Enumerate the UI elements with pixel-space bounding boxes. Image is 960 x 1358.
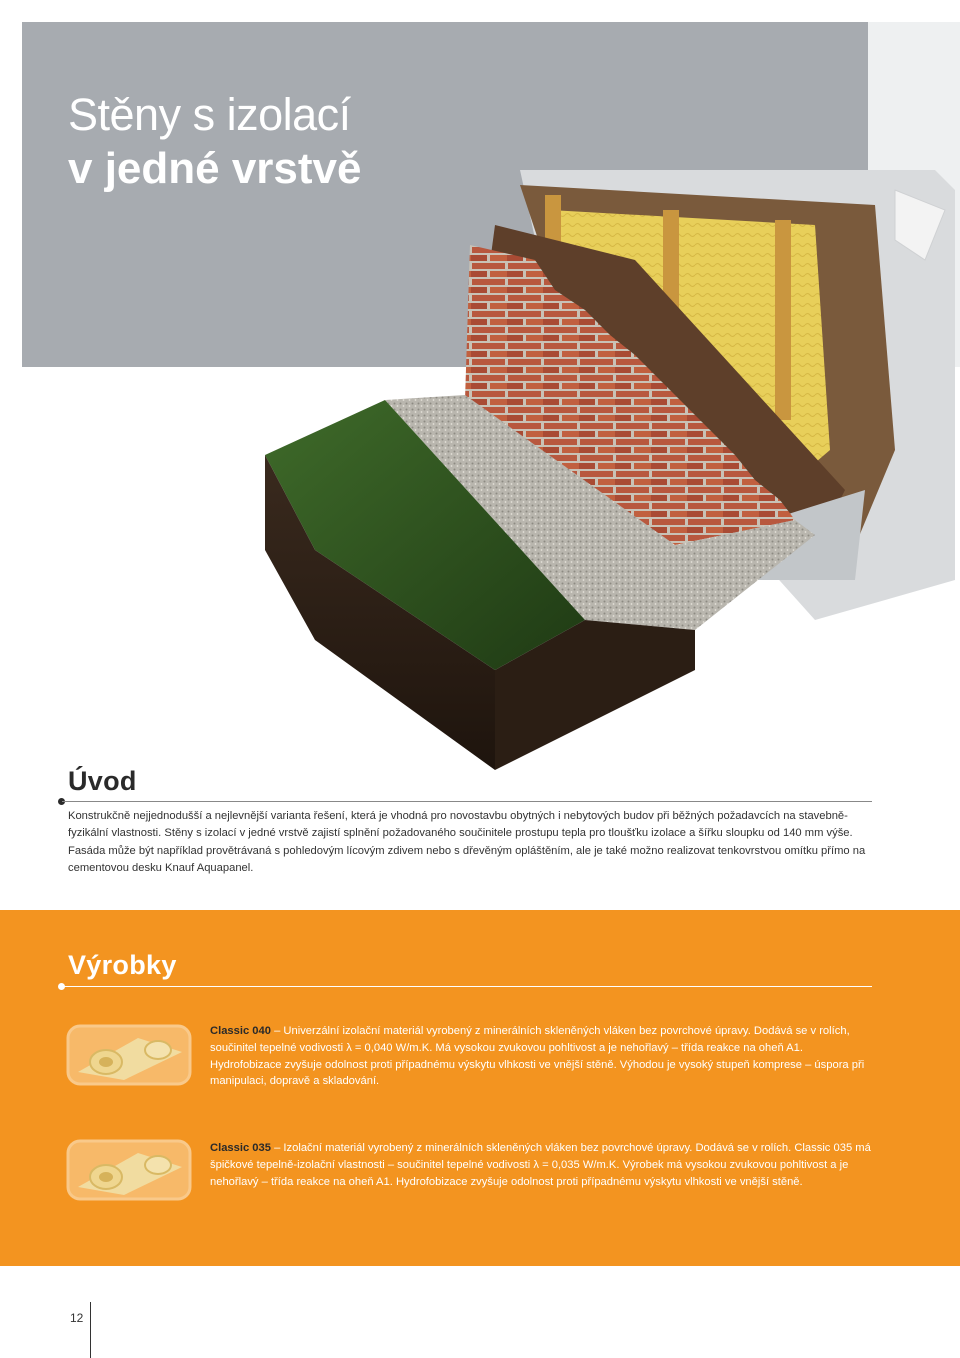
- product-description: – Izolační materiál vyrobený z minerálních skleněných vláken bez povrchové úpravy. Dodává se v rolích. Classic 035 má špičkové tepelně-izolační vlastnosti – součinitel tepelné vodivosti λ = 0,035 W/m.K. Výrobek má vysokou zvukovou pohltivost a je nehořlavý – třída reakce na oheň A1. Hydrofobizace zvyšuje odolnost proti případnému výskytu vlhkosti ve vnější stěně.: [210, 1142, 871, 1188]
- product-classic-035: [210, 1140, 872, 1190]
- intro-heading: Úvod: [68, 766, 137, 796]
- title-line-2: v jedné vrstvě: [68, 144, 362, 193]
- intro-paragraph: Konstrukčně nejjednodušší a nejlevnější varianta řešení, která je vhodná pro novostavbu obytných i nebytových budov při běžných požadavcích na stavebně-fyzikální vlastnosti. Stěny s izolací v jedné vrstvě zajistí splnění požadovaného součinitele prostupu tepla pro tloušťku izolace a šířku sloupku od 140 mm výše. Fasáda může být například provětrávaná s pohledovým lícovým zdivem nebo s dřevěným opláštěním, ale je také možno realizovat tenkovrstvou omítku přímo na cementovou desku Knauf Aquapanel.: [68, 810, 866, 874]
- classic-040-roll-image: [66, 1022, 192, 1088]
- product-description: – Univerzální izolační materiál vyrobený z minerálních skleněných vláken bez povrchové úpravy. Dodává se v rolích, součinitel tepelné vodivosti λ = 0,040 W/m.K. Má vysokou zvukovou pohltivost a je nehořlavý – třída reakce na oheň A1. Hydrofobizace zvyšuje odolnost proti případnému výskytu vlhkosti ve vnější stěně. Výhodou je vysoký stupeň komprese – úspora při manipulaci, dopravě a skladování.: [210, 1025, 865, 1088]
- product-name: Classic 040: [210, 1025, 271, 1037]
- wall-construction-illustration: [255, 150, 960, 790]
- classic-035-roll-image: [66, 1137, 192, 1203]
- page-number-divider: [90, 1302, 91, 1358]
- product-name: Classic 035: [210, 1142, 271, 1154]
- product-classic-040: [210, 1023, 872, 1090]
- intro-divider: [62, 801, 872, 802]
- page-number: 12: [70, 1311, 84, 1325]
- products-heading: Výrobky: [68, 950, 177, 980]
- products-divider: [62, 986, 872, 987]
- title-line-1: Stěny s izolací: [68, 89, 351, 140]
